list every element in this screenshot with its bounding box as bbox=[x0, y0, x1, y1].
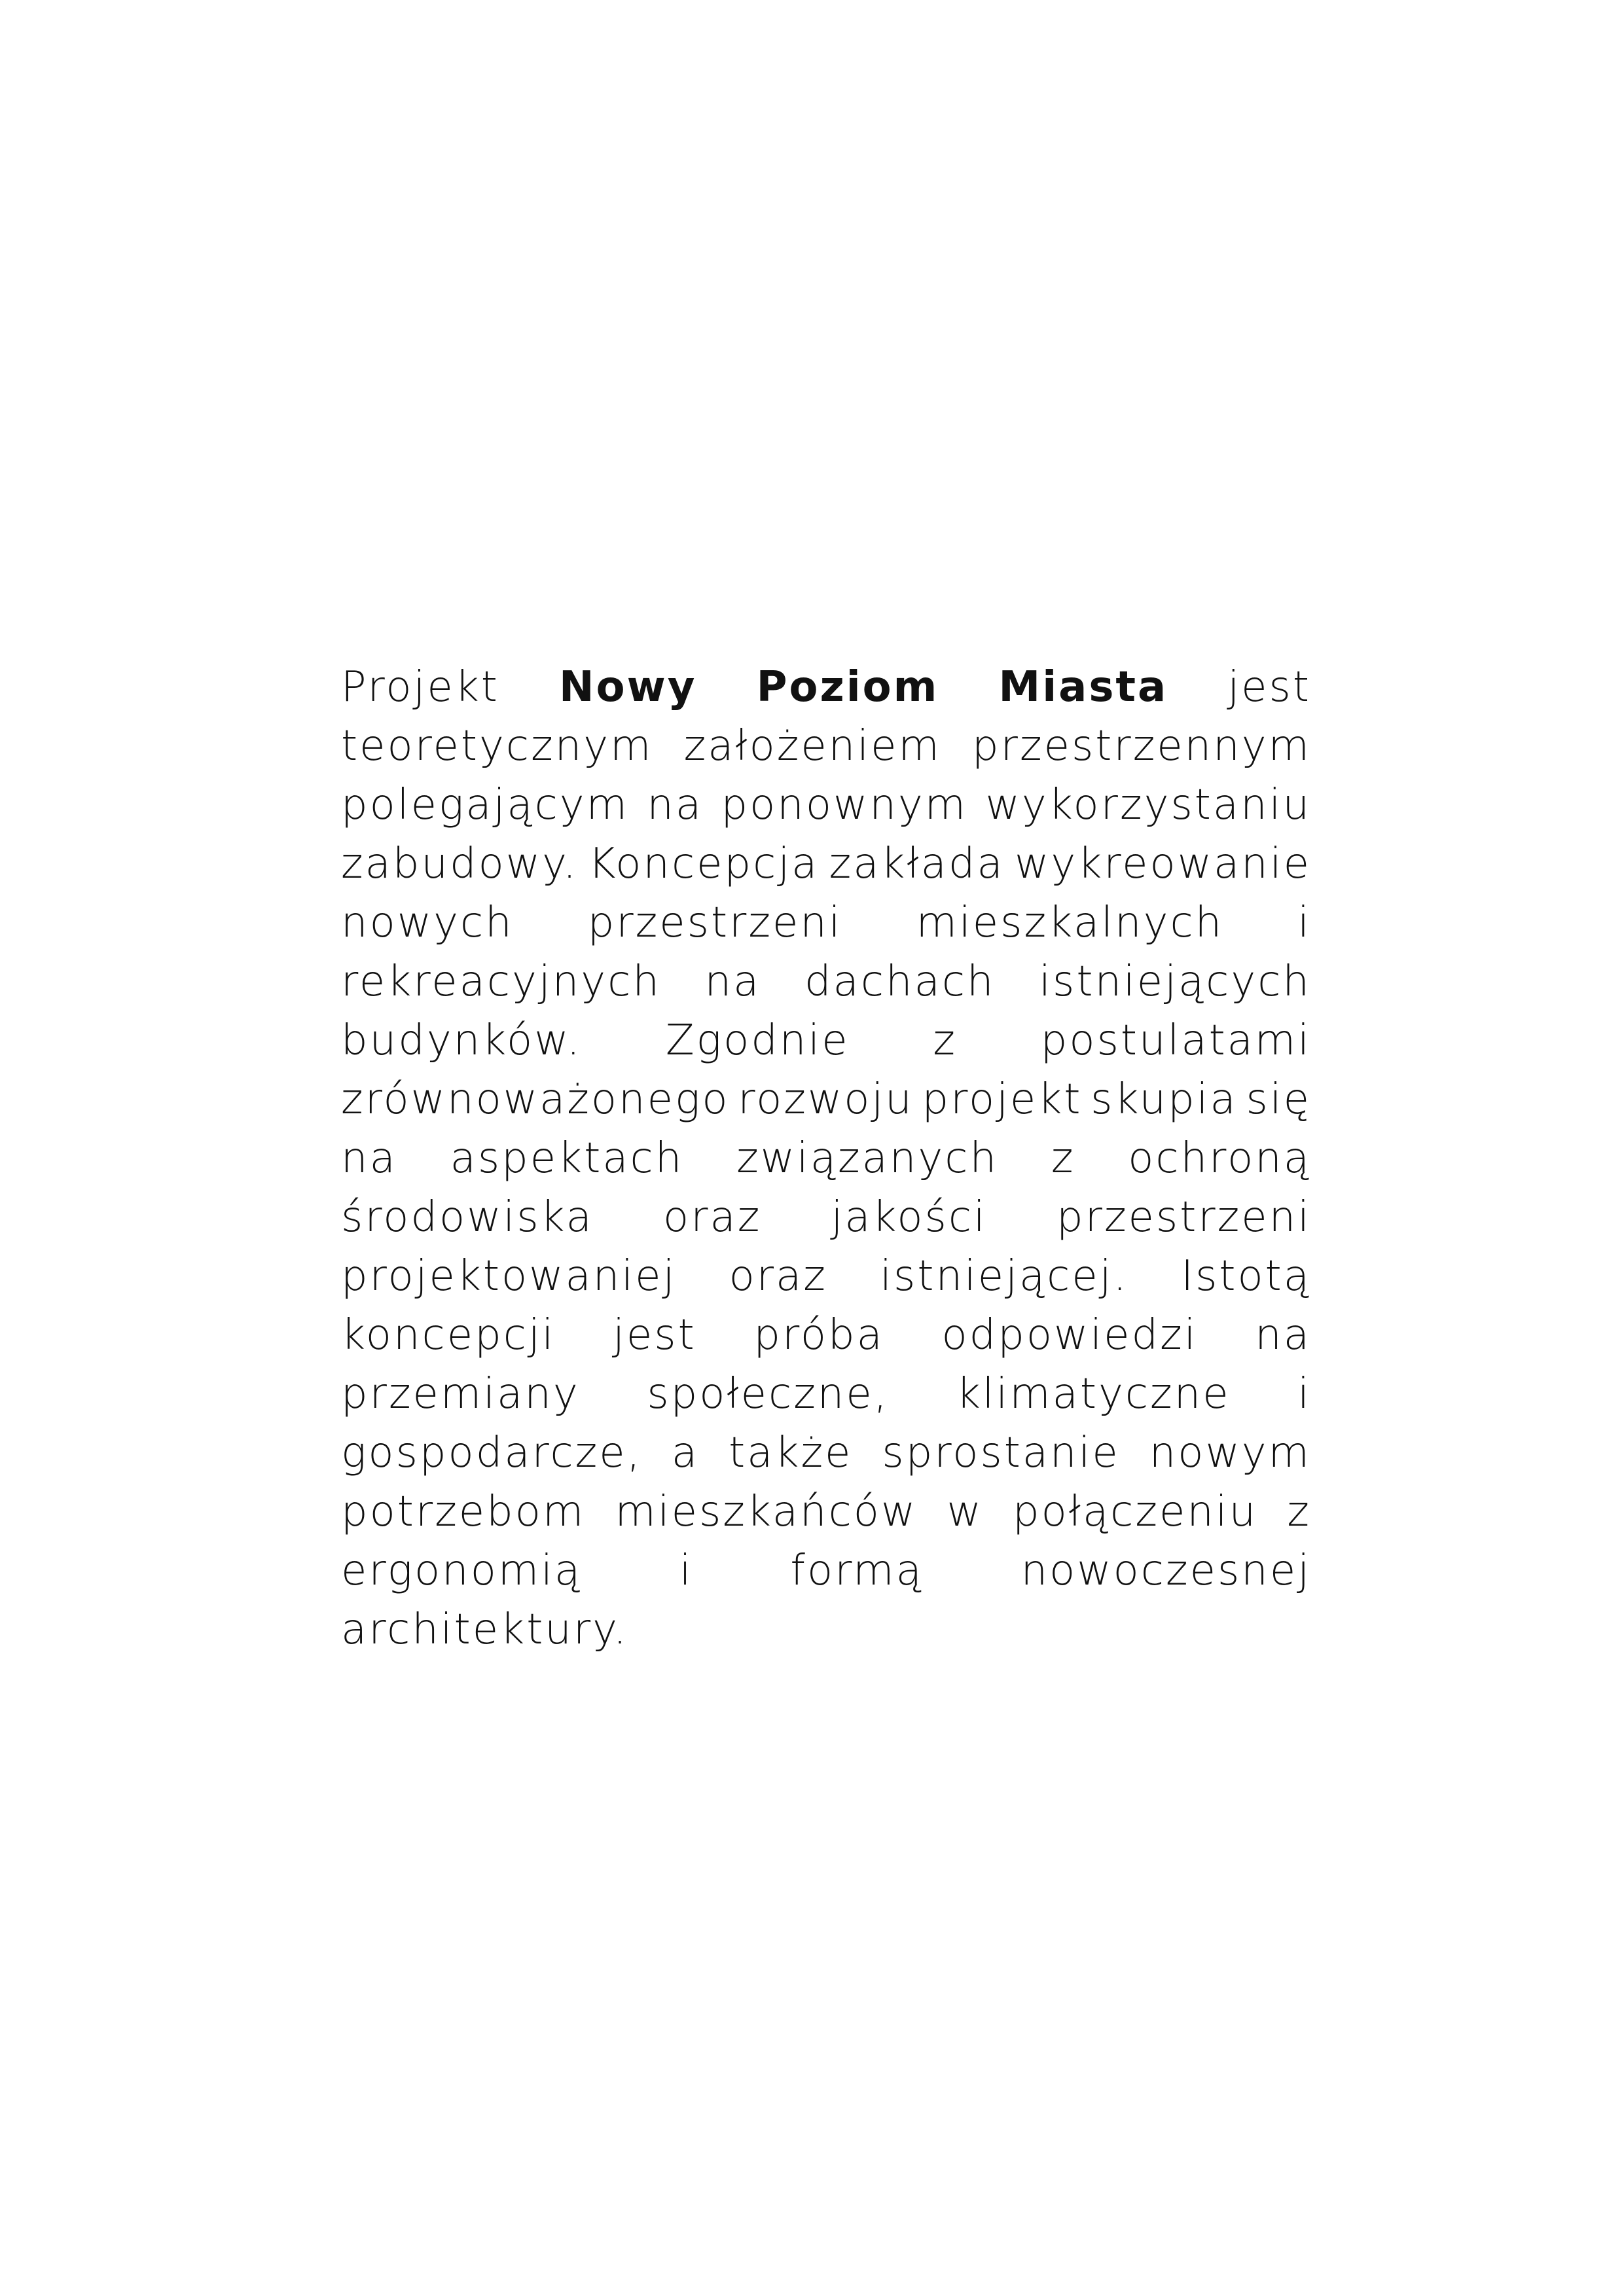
word: gospodarcze, bbox=[341, 1429, 642, 1477]
word: na bbox=[647, 781, 704, 829]
word: i bbox=[1297, 1370, 1311, 1418]
word: zrównoważonego bbox=[341, 1075, 730, 1124]
paragraph-line-12 bbox=[341, 1306, 1311, 1365]
word: próba bbox=[753, 1311, 884, 1359]
word: przestrzennym bbox=[972, 722, 1311, 770]
project-name-word: Nowy bbox=[559, 663, 697, 711]
word: aspektach bbox=[450, 1134, 684, 1183]
word: zabudowy. bbox=[341, 840, 579, 888]
word: Zgodnie bbox=[665, 1016, 850, 1065]
word: na bbox=[1255, 1311, 1311, 1359]
paragraph-line-16 bbox=[341, 1541, 1311, 1600]
word: połączeniu bbox=[1012, 1488, 1258, 1536]
word: teoretycznym bbox=[341, 722, 653, 770]
paragraph-line-7 bbox=[341, 1011, 1311, 1070]
body-paragraph bbox=[341, 658, 1311, 1659]
word: Istotą bbox=[1181, 1252, 1311, 1300]
word: się bbox=[1246, 1075, 1311, 1124]
word: związanych bbox=[736, 1134, 999, 1183]
paragraph-line-4 bbox=[341, 834, 1311, 893]
paragraph-line-3 bbox=[341, 776, 1311, 834]
word: jest bbox=[1227, 663, 1311, 711]
word: mieszkalnych bbox=[916, 899, 1224, 947]
word: i bbox=[679, 1547, 693, 1595]
word: także bbox=[729, 1429, 853, 1477]
word: projektowaniej bbox=[341, 1252, 677, 1300]
word: społeczne, bbox=[647, 1370, 890, 1418]
word: wykorzystaniu bbox=[985, 781, 1311, 829]
word: na bbox=[704, 958, 761, 1006]
word: a bbox=[671, 1429, 700, 1477]
paragraph-line-9 bbox=[341, 1129, 1311, 1188]
word: nowoczesnej bbox=[1020, 1547, 1311, 1595]
paragraph-line-8 bbox=[341, 1070, 1311, 1129]
paragraph-line-6 bbox=[341, 952, 1311, 1011]
word: przestrzeni bbox=[1056, 1193, 1311, 1242]
word: mieszkańców bbox=[615, 1488, 918, 1536]
word: postulatami bbox=[1040, 1016, 1311, 1065]
word: Projekt bbox=[341, 663, 499, 711]
paragraph-line-13 bbox=[341, 1365, 1311, 1424]
word: polegającym bbox=[341, 781, 629, 829]
word: nowym bbox=[1149, 1429, 1311, 1477]
word: odpowiedzi bbox=[941, 1311, 1198, 1359]
word: istniejących bbox=[1039, 958, 1311, 1006]
word: oraz bbox=[663, 1193, 762, 1242]
project-name-word: Miasta bbox=[998, 663, 1168, 711]
word: środowiska bbox=[341, 1193, 594, 1242]
word: budynków. bbox=[341, 1016, 582, 1065]
word: nowych bbox=[341, 899, 514, 947]
paragraph-line-11 bbox=[341, 1247, 1311, 1306]
word: rozwoju bbox=[738, 1075, 914, 1124]
paragraph-line-17 bbox=[341, 1600, 1311, 1659]
word: skupia bbox=[1091, 1075, 1238, 1124]
project-name-word: Poziom bbox=[756, 663, 939, 711]
word: ergonomią bbox=[341, 1547, 583, 1595]
word: z bbox=[933, 1016, 957, 1065]
word: na bbox=[341, 1134, 397, 1183]
word: w bbox=[947, 1488, 983, 1536]
word: projekt bbox=[922, 1075, 1083, 1124]
word: koncepcji bbox=[341, 1311, 556, 1359]
word: z bbox=[1287, 1488, 1311, 1536]
word: ponownym bbox=[721, 781, 968, 829]
word: jakości bbox=[831, 1193, 987, 1242]
paragraph-line-14 bbox=[341, 1424, 1311, 1482]
paragraph-line-15 bbox=[341, 1482, 1311, 1541]
word: założeniem bbox=[683, 722, 941, 770]
word: potrzebom bbox=[341, 1488, 586, 1536]
word: oraz bbox=[729, 1252, 827, 1300]
word: z bbox=[1051, 1134, 1075, 1183]
word: istniejącej. bbox=[880, 1252, 1128, 1300]
word: przemiany bbox=[341, 1370, 580, 1418]
word: rekreacyjnych bbox=[341, 958, 661, 1006]
word: formą bbox=[790, 1547, 924, 1595]
paragraph-line-1 bbox=[341, 658, 1311, 717]
word: przestrzeni bbox=[587, 899, 842, 947]
word: ochroną bbox=[1128, 1134, 1311, 1183]
paragraph-line-5 bbox=[341, 893, 1311, 952]
word: Koncepcja bbox=[588, 840, 820, 888]
word: architektury. bbox=[341, 1605, 629, 1654]
paragraph-line-10 bbox=[341, 1188, 1311, 1247]
word: i bbox=[1297, 899, 1311, 947]
paragraph-line-2 bbox=[341, 717, 1311, 776]
word: wykreowanie bbox=[1014, 840, 1311, 888]
word: dachach bbox=[804, 958, 996, 1006]
word: klimatyczne bbox=[956, 1370, 1231, 1418]
word: zakłada bbox=[829, 840, 1005, 888]
word: sprostanie bbox=[882, 1429, 1120, 1477]
word: jest bbox=[613, 1311, 696, 1359]
